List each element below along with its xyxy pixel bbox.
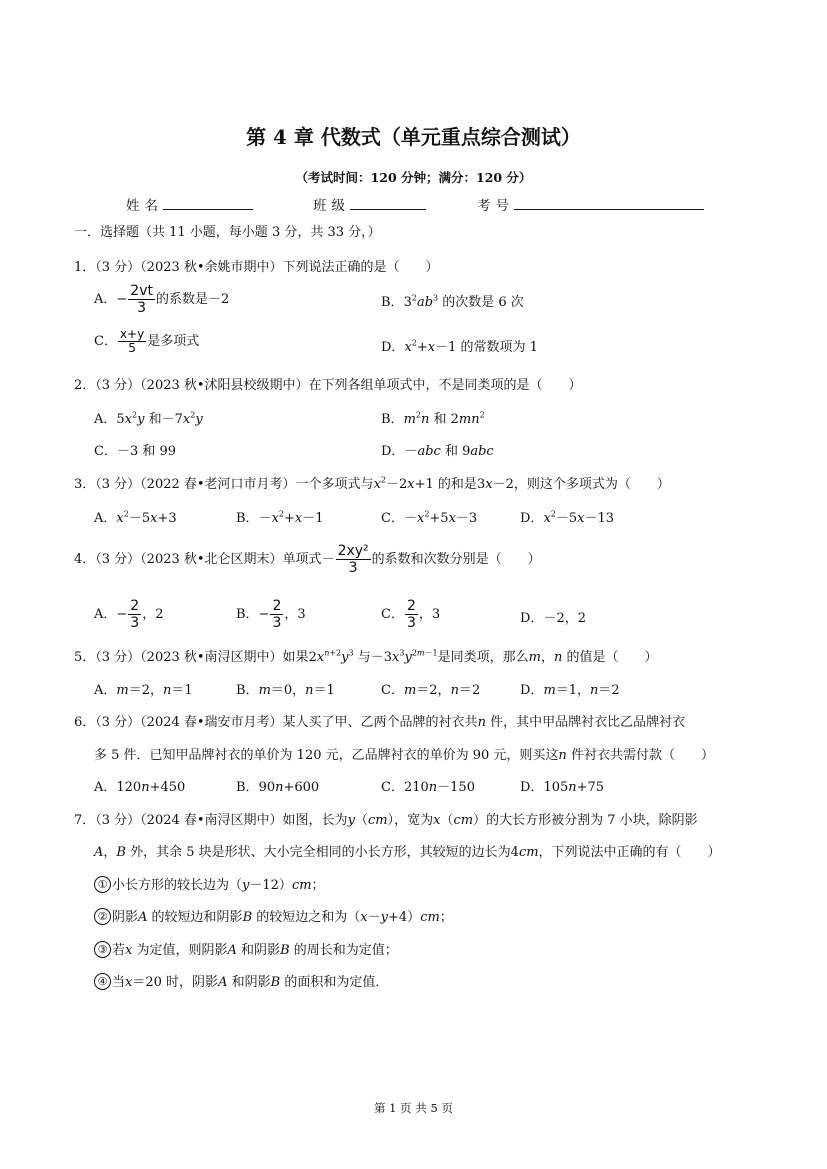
q5-option-d[interactable]: D．m＝1，n＝2 (520, 683, 620, 698)
q4-option-d[interactable] (520, 607, 586, 626)
q6-option-d[interactable]: D．105n+75 (520, 780, 605, 795)
option-label: A． (94, 780, 117, 795)
option-label: B． (381, 412, 404, 427)
option-text: 的常数项为 1 (460, 340, 538, 355)
option-label: D． (381, 444, 405, 459)
question-5-stem: 5．（3 分）（2023 秋•南浔区期中）如果$2x^{n+2}y^3$ 与$-3x^3y^{2m-1}$是同类项，那么m，n 的值是（ ） (74, 648, 658, 665)
q7-statement-3: ③ 若x 为定值，则阴影A 和阴影B 的周长和为定值； (94, 939, 398, 958)
question-6-stem-line1: 6．（3 分）（2024 春•瑞安市月考）某人买了甲、乙两个品牌的衬衣共n 件，其中甲品牌衬衣比乙品牌衬衣 (74, 715, 686, 730)
q1-option-b[interactable]: B．$3^2ab^3$ 的次数是 6 次 (381, 293, 524, 310)
fraction: $\frac{2}{3}$ (272, 598, 282, 631)
option-label: D． (520, 683, 544, 698)
option-label: B． (236, 607, 259, 622)
q3-option-b[interactable]: B．$-x^2+x-1$ (236, 509, 324, 526)
q6-option-a[interactable]: A．120n+450 (94, 780, 186, 795)
q7-statement-1: ① 小长方形的较长边为（y－12）cm； (94, 874, 325, 893)
option-label: A． (94, 292, 117, 307)
class-field[interactable] (313, 194, 426, 214)
q6-option-b[interactable]: B．90n+600 (236, 780, 320, 795)
fraction: $\frac{2}{3}$ (130, 598, 140, 631)
exam-no-field[interactable] (477, 194, 704, 214)
exam-info: （考试时间：120 分钟；满分：120 分） (295, 170, 532, 185)
q1-option-a[interactable]: A．− $\frac{2vt}{3}$ 的系数是－2 (94, 283, 230, 316)
option-label: C． (381, 683, 404, 698)
option-text: －2，2 (543, 611, 586, 626)
q3-option-d[interactable]: D．$x^2-5x-13$ (520, 509, 615, 526)
question-2-stem: 2．（3 分）（2023 秋•沭阳县校级期中）在下列各组单项式中，不是同类项的是（ ） (74, 378, 582, 393)
name-blank[interactable] (163, 195, 253, 210)
q6-option-c[interactable]: C．210n－150 (381, 780, 475, 795)
q4-option-c[interactable]: C． $\frac{2}{3}$ ，3 (381, 598, 441, 631)
option-label: B． (236, 780, 259, 795)
q2-option-d[interactable]: D．－abc 和 9abc (381, 444, 494, 459)
option-label: B． (381, 295, 404, 310)
q4-option-a[interactable]: A．− $\frac{2}{3}$ ，2 (94, 598, 164, 631)
option-text: 的系数是－2 (155, 292, 230, 307)
option-label: A． (94, 683, 117, 698)
option-label: D． (520, 611, 544, 626)
question-6-stem-line2: 多 5 件．已知甲品牌衬衣的单价为 120 元，乙品牌衬衣的单价为 90 元，则买这n 件衬衣共需付款（ ） (94, 748, 714, 763)
q2-option-b[interactable]: B．$m^2n$ 和 $2mn^2$ (381, 410, 485, 427)
q5-option-c[interactable]: C．m＝2，n＝2 (381, 683, 481, 698)
q2-option-c[interactable] (94, 440, 176, 459)
option-label: B． (236, 683, 259, 698)
option-label: A． (94, 511, 117, 526)
option-text: 的次数是 6 次 (442, 295, 524, 310)
class-blank[interactable] (350, 195, 426, 210)
option-label: C． (94, 444, 117, 459)
fraction: $\frac{x+y}{5}$ (119, 327, 145, 355)
q5-option-b[interactable]: B．m＝0，n＝1 (236, 683, 335, 698)
section-title: 一．选择题（共 11 小题，每小题 3 分，共 33 分，） (74, 225, 381, 240)
option-label: A． (94, 412, 117, 427)
q5-option-a[interactable]: A．m＝2，n＝1 (94, 683, 193, 698)
option-label: D． (520, 511, 544, 526)
q3-option-c[interactable]: C．$-x^2+5x-3$ (381, 509, 478, 526)
option-label: D． (381, 340, 405, 355)
exam-no-label: 考号 (477, 198, 514, 214)
q7-statement-2: ② 阴影A 的较短边和阴影B 的较短边之和为（x－y+4）cm； (94, 906, 453, 925)
option-text: 是多项式 (147, 334, 200, 349)
fraction: $\frac{\text{2xy²}}{3}$ (337, 543, 369, 576)
page-title: 第 4 章 代数式（单元重点综合测试） (246, 125, 581, 149)
fraction: $\frac{2vt}{3}$ (130, 283, 153, 316)
option-text: －3 和 99 (116, 444, 177, 459)
name-field[interactable] (126, 194, 253, 214)
page-number: 第 1 页 共 5 页 (374, 1101, 453, 1115)
q2-option-a[interactable]: A．$5x^2y$ 和$-7x^2y$ (94, 410, 203, 427)
question-7-stem-line1: 7．（3 分）（2024 春•南浔区期中）如图，长为y（cm），宽为x（cm）的大长方形被分割为 7 小块，除阴影 (74, 813, 698, 828)
question-3-stem: 3．（3 分）（2022 春•老河口市月考）一个多项式与$x^2-2x+1$ 的和是3x－2，则这个多项式为（ ） (74, 475, 670, 492)
q7-statement-4: ④ 当x＝20 时，阴影A 和阴影B 的面积和为定值． (94, 971, 388, 990)
q1-option-d[interactable]: D．$x^2+x-1$ 的常数项为 1 (381, 338, 538, 355)
exam-no-blank[interactable] (514, 195, 704, 210)
class-label: 班级 (313, 198, 350, 214)
option-label: B． (236, 511, 259, 526)
q4-option-b[interactable]: B．− $\frac{2}{3}$ ，3 (236, 598, 306, 631)
option-label: C． (94, 334, 117, 349)
fraction: $\frac{2}{3}$ (406, 598, 416, 631)
option-label: D． (520, 780, 544, 795)
name-label: 姓名 (126, 198, 163, 214)
option-label: C． (381, 511, 404, 526)
option-label: C． (381, 780, 404, 795)
q3-option-a[interactable]: A．$x^2-5x+3$ (94, 509, 177, 526)
question-7-stem-line2: A，B 外，其余 5 块是形状、大小完全相同的小长方形，其较短的边长为4cm，下列说法中正确的有（ ） (94, 845, 721, 860)
option-label: A． (94, 607, 117, 622)
question-1-stem: 1．（3 分）（2023 秋•余姚市期中）下列说法正确的是（ ） (74, 260, 439, 275)
option-label: C． (381, 607, 404, 622)
question-4-stem: 4．（3 分）（2023 秋•北仑区期末）单项式－ $\frac{\text{2xy²}}{3}$ 的系数和次数分别是（ ） (74, 543, 541, 576)
q1-option-c[interactable] (94, 328, 199, 355)
